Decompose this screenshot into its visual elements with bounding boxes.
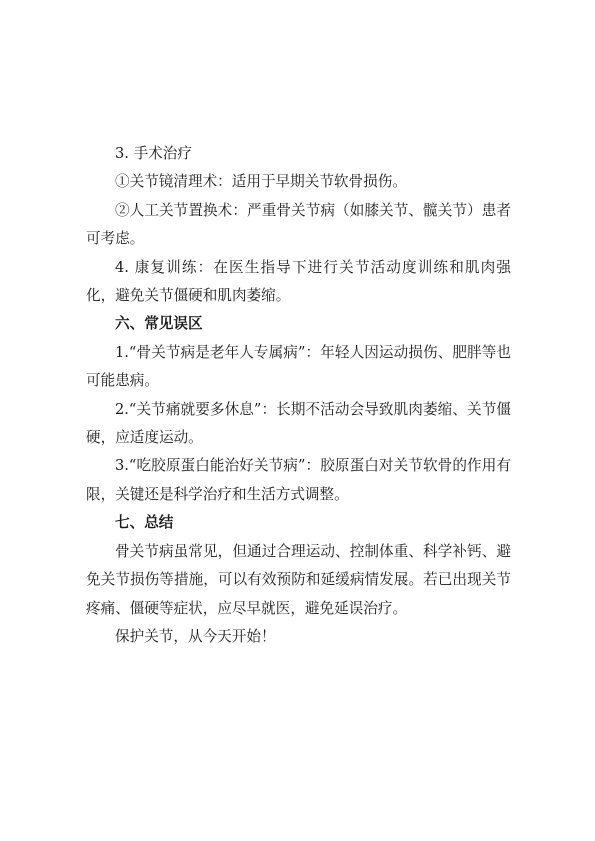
paragraph-misconception-2: 2.“关节痛就要多休息”：长期不活动会导致肌肉萎缩、关节僵硬，应适度运动。 (86, 400, 511, 447)
paragraph-closing: 保护关节，从今天开始！ (115, 627, 276, 645)
paragraph-joint-replacement: ②人工关节置换术：严重骨关节病（如膝关节、髋关节）患者可考虑。 (86, 201, 511, 248)
section-heading-misconceptions: 六、常见误区 (115, 315, 203, 333)
paragraph-rehabilitation: 4. 康复训练：在医生指导下进行关节活动度训练和肌肉强化，避免关节僵硬和肌肉萎缩。 (86, 258, 511, 305)
paragraph-arthroscopy: ①关节镜清理术：适用于早期关节软骨损伤。 (115, 173, 407, 191)
paragraph-summary: 骨关节病虽常见，但通过合理运动、控制体重、科学补钙、避免关节损伤等措施，可以有效预防和延缓病情发展。若已出现关节疼痛、僵硬等症状，应尽早就医，避免延误治疗。 (86, 542, 511, 617)
section-heading-summary: 七、总结 (115, 514, 174, 532)
paragraph-surgery-title: 3. 手术治疗 (115, 145, 192, 162)
paragraph-misconception-3: 3.“吃胶原蛋白能治好关节病”：胶原蛋白对关节软骨的作用有限，关键还是科学治疗和生活方式调整。 (86, 457, 511, 503)
document-body (86, 140, 511, 651)
paragraph-misconception-1: 1.“骨关节病是老年人专属病”：年轻人因运动损伤、肥胖等也可能患病。 (86, 343, 511, 390)
